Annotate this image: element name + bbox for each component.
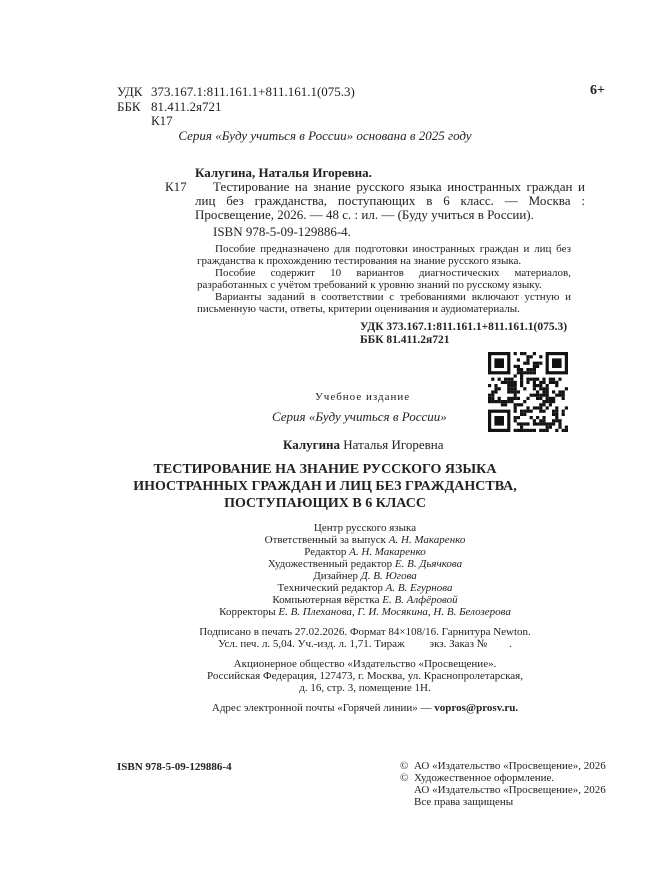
author-surname: Калугина [283, 437, 341, 452]
copyright-text: АО «Издательство «Просвещение», 2026 [414, 760, 606, 772]
credit-name: Е. В. Плеханова, Г. И. Мосякина, Н. В. Белозерова [278, 606, 511, 618]
publisher-line: Акционерное общество «Издательство «Просвещение». [233, 658, 497, 670]
udk-line [117, 85, 355, 99]
copyright-block [400, 760, 606, 808]
credit-role: Дизайнер [313, 570, 361, 582]
abstract-paragraph: Варианты заданий в соответствии с требованиями включают устную и письменную части, ответы, критерии оценивания и аудиоматериалы. [197, 291, 571, 315]
copyright-text: Художественное оформление. [414, 772, 555, 784]
credits [0, 522, 650, 618]
bbk-label: ББК [117, 99, 141, 114]
credit-role: Центр русского языка [313, 522, 417, 534]
credit-line [0, 546, 650, 558]
age-rating: 6+ [590, 83, 605, 98]
copyright-line [400, 796, 606, 808]
title-line: ПОСТУПАЮЩИХ В 6 КЛАСС [224, 496, 426, 511]
bbk-value: 81.411.2я721 [151, 99, 222, 114]
copyright-mark: © [400, 772, 409, 784]
credit-role: Компьютерная вёрстка [272, 594, 383, 606]
hotline-email[interactable]: vopros@prosv.ru. [434, 702, 519, 714]
copyright-text: Все права защищены [414, 796, 514, 808]
hotline [0, 702, 650, 714]
catalog-udk: УДК 373.167.1:811.161.1+811.161.1(075.3) [360, 321, 568, 333]
credit-role: Технический редактор [277, 582, 386, 594]
abstract-paragraph: Пособие содержит 10 вариантов диагностических материалов, разработанных с учётом требований к уровню знаний по русскому языку. [197, 267, 571, 291]
catalog-abstract [197, 243, 571, 315]
udk-value: 373.167.1:811.161.1+811.161.1(075.3) [151, 84, 355, 99]
credit-role: Ответственный за выпуск [264, 534, 389, 546]
print-info [0, 626, 650, 650]
credit-name: А. Н. Макаренко [349, 546, 426, 558]
title-line: ИНОСТРАННЫХ ГРАЖДАН И ЛИЦ БЕЗ ГРАЖДАНСТВА, [133, 479, 517, 494]
copyright-line [400, 760, 606, 772]
copyright-mark: © [400, 760, 409, 772]
copyright-line [400, 772, 606, 784]
series-name: Серия «Буду учиться в России» [272, 409, 447, 424]
credit-name: А. В. Егурнова [385, 582, 453, 594]
catalog-author: Калугина, Наталья Игоревна. [195, 165, 372, 180]
book-author [283, 438, 577, 452]
catalog-code: К17 [165, 179, 187, 194]
catalog-bbk: ББК 81.411.2я721 [360, 334, 450, 346]
edition-type: Учебное издание [315, 391, 411, 403]
credit-line [0, 522, 650, 534]
credit-name: Е. В. Алфёровой [382, 594, 458, 606]
publisher-line: Российская Федерация, 127473, г. Москва, ул. Краснопролетарская, [207, 670, 523, 682]
book-title [0, 461, 650, 512]
catalog-description: Тестирование на знание русского языка иностранных граждан и лиц без гражданства, поступающих в 6 класс. — Москва : Просвещение, 2026. — 48 с. : ил. — (Буду учиться в России). [195, 179, 585, 222]
credit-name: Е. В. Дьячкова [394, 558, 463, 570]
series-note [0, 129, 650, 143]
credit-line [0, 594, 650, 606]
credit-role: Корректоры [219, 606, 279, 618]
copyright-text: АО «Издательство «Просвещение», 2026 [414, 784, 606, 796]
credit-name: А. Н. Макаренко [388, 534, 466, 546]
credit-line [0, 570, 650, 582]
credit-line [0, 582, 650, 594]
catalog-isbn: ISBN 978-5-09-129886-4. [213, 224, 351, 239]
abstract-paragraph: Пособие предназначено для подготовки иностранных граждан и лиц без гражданства к прохождению тестирования на знание русского языка. [197, 243, 571, 267]
copyright-line [400, 784, 606, 796]
catalog-card [165, 165, 585, 239]
credit-line [0, 534, 650, 546]
series-note-text: Серия «Буду учиться в России» основана в 2025 году [178, 128, 472, 143]
footer-isbn: ISBN 978-5-09-129886-4 [117, 761, 232, 773]
publisher-info [0, 658, 650, 694]
author-code: К17 [151, 113, 173, 128]
udk-label: УДК [117, 84, 143, 99]
credit-line [0, 606, 650, 618]
main-column [117, 165, 585, 714]
credit-name: Д. В. Югова [360, 570, 417, 582]
title-line: ТЕСТИРОВАНИЕ НА ЗНАНИЕ РУССКОГО ЯЗЫКА [153, 462, 497, 477]
credit-role: Редактор [304, 546, 350, 558]
hotline-label: Адрес электронной почты «Горячей линии» — [211, 702, 435, 714]
credit-line [0, 558, 650, 570]
bbk-line [117, 100, 222, 114]
catalog-classification [360, 321, 577, 347]
author-name: Наталья Игоревна [343, 437, 444, 452]
publisher-line: д. 16, стр. 3, помещение 1Н. [299, 682, 431, 694]
print-info-line: Подписано в печать 27.02.2026. Формат 84×108/16. Гарнитура Newton. [199, 626, 531, 638]
credit-role: Художественный редактор [267, 558, 395, 570]
print-info-line: Усл. печ. л. 5,04. Уч.-изд. л. 1,71. Тираж экз. Заказ № . [218, 638, 512, 650]
